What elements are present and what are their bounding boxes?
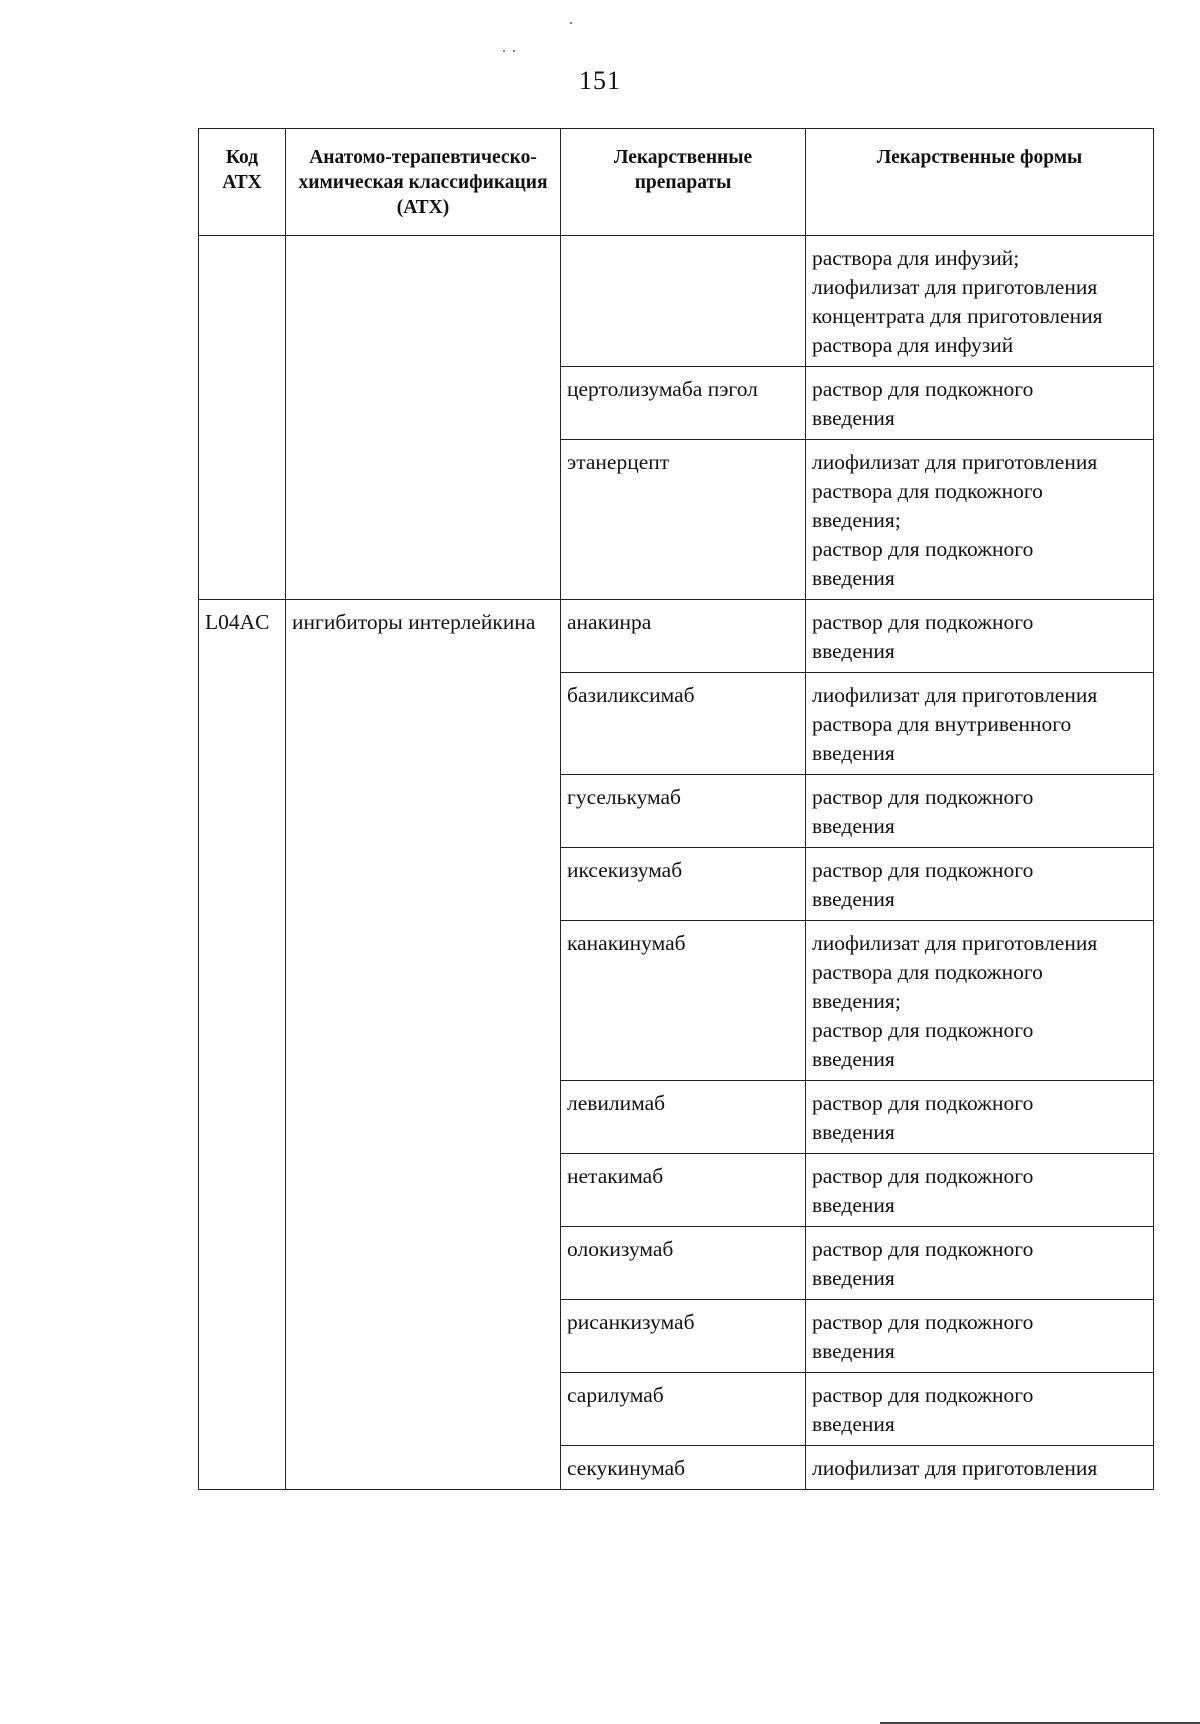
drug-name-cell: цертолизумаба пэгол (561, 367, 806, 440)
drug-name-cell: гуселькумаб (561, 775, 806, 848)
dosage-forms-cell (806, 367, 1154, 440)
dosage-form-line: раствор для подкожного (812, 1164, 1034, 1188)
dosage-form-line: раствор для подкожного (812, 1383, 1034, 1407)
atc-table (198, 128, 1154, 1490)
dosage-form-line: раствор для подкожного (812, 377, 1034, 401)
dosage-form-line: раствор для подкожного (812, 1237, 1034, 1261)
dosage-form-line: введения (812, 1193, 895, 1217)
atc-code-cell (199, 236, 286, 600)
dosage-form-line: раствор для подкожного (812, 610, 1034, 634)
page-number: 151 (579, 66, 621, 95)
dosage-form-line: раствор для подкожного (812, 785, 1034, 809)
drug-name-cell: рисанкизумаб (561, 1300, 806, 1373)
dosage-form-line: введения; (812, 508, 901, 532)
table-row (199, 236, 1154, 367)
table-row (199, 600, 1154, 673)
scan-speck (503, 50, 505, 52)
dosage-form-line: концентрата для приготовления (812, 304, 1103, 328)
dosage-form-line: раствор для подкожного (812, 1310, 1034, 1334)
dosage-form-line: введения (812, 639, 895, 663)
dosage-forms-cell (806, 1300, 1154, 1373)
dosage-form-line: введения (812, 1266, 895, 1290)
dosage-form-line: введения; (812, 989, 901, 1013)
header-forms: Лекарственные формы (806, 129, 1154, 236)
dosage-form-line: введения (812, 1047, 895, 1071)
dosage-form-line: раствора для инфузий; (812, 246, 1020, 270)
dosage-form-line: лиофилизат для приготовления (812, 1456, 1098, 1480)
dosage-form-line: введения (812, 814, 895, 838)
dosage-form-line: введения (812, 566, 895, 590)
dosage-forms-cell (806, 600, 1154, 673)
drug-name-cell: нетакимаб (561, 1154, 806, 1227)
drug-name-cell: анакинра (561, 600, 806, 673)
drug-name-cell: этанерцепт (561, 440, 806, 600)
table-body (199, 236, 1154, 1490)
dosage-form-line: раствор для подкожного (812, 1018, 1034, 1042)
drug-name-cell: сарилумаб (561, 1373, 806, 1446)
dosage-form-line: раствора для подкожного (812, 960, 1043, 984)
dosage-form-line: лиофилизат для приготовления (812, 275, 1098, 299)
dosage-form-line: лиофилизат для приготовления (812, 450, 1098, 474)
dosage-form-line: раствор для подкожного (812, 1091, 1034, 1115)
header-classification: Анатомо-терапевтическо-химическая классификация (АТХ) (286, 129, 561, 236)
dosage-form-line: введения (812, 1339, 895, 1363)
dosage-forms-cell (806, 848, 1154, 921)
dosage-forms-cell (806, 1081, 1154, 1154)
dosage-form-line: введения (812, 887, 895, 911)
dosage-forms-cell (806, 775, 1154, 848)
dosage-form-line: введения (812, 741, 895, 765)
atc-code-cell: L04AC (199, 600, 286, 1490)
dosage-forms-cell (806, 1446, 1154, 1490)
dosage-forms-cell (806, 1154, 1154, 1227)
drug-name-cell: секукинумаб (561, 1446, 806, 1490)
drug-name-cell: базиликсимаб (561, 673, 806, 775)
dosage-form-line: введения (812, 1120, 895, 1144)
dosage-forms-cell (806, 1373, 1154, 1446)
dosage-form-line: раствора для инфузий (812, 333, 1014, 357)
table-header-row (199, 129, 1154, 236)
dosage-forms-cell (806, 1227, 1154, 1300)
dosage-forms-cell (806, 440, 1154, 600)
scan-speck (570, 22, 572, 24)
dosage-form-line: раствора для подкожного (812, 479, 1043, 503)
dosage-forms-cell (806, 673, 1154, 775)
dosage-forms-cell (806, 921, 1154, 1081)
dosage-form-line: раствор для подкожного (812, 858, 1034, 882)
dosage-form-line: раствор для подкожного (812, 537, 1034, 561)
dosage-form-line: введения (812, 1412, 895, 1436)
drug-name-cell: иксекизумаб (561, 848, 806, 921)
drug-name-cell: канакинумаб (561, 921, 806, 1081)
scan-speck (513, 50, 515, 52)
atc-classification-cell (286, 236, 561, 600)
dosage-form-line: лиофилизат для приготовления (812, 931, 1098, 955)
drug-name-cell: олокизумаб (561, 1227, 806, 1300)
atc-classification-cell: ингибиторы интерлейкина (286, 600, 561, 1490)
dosage-form-line: введения (812, 406, 895, 430)
drug-name-cell: левилимаб (561, 1081, 806, 1154)
dosage-form-line: лиофилизат для приготовления (812, 683, 1098, 707)
drug-name-cell (561, 236, 806, 367)
dosage-forms-cell (806, 236, 1154, 367)
header-code: Код АТХ (199, 129, 286, 236)
header-drugs: Лекарственные препараты (561, 129, 806, 236)
dosage-form-line: раствора для внутривенного (812, 712, 1072, 736)
